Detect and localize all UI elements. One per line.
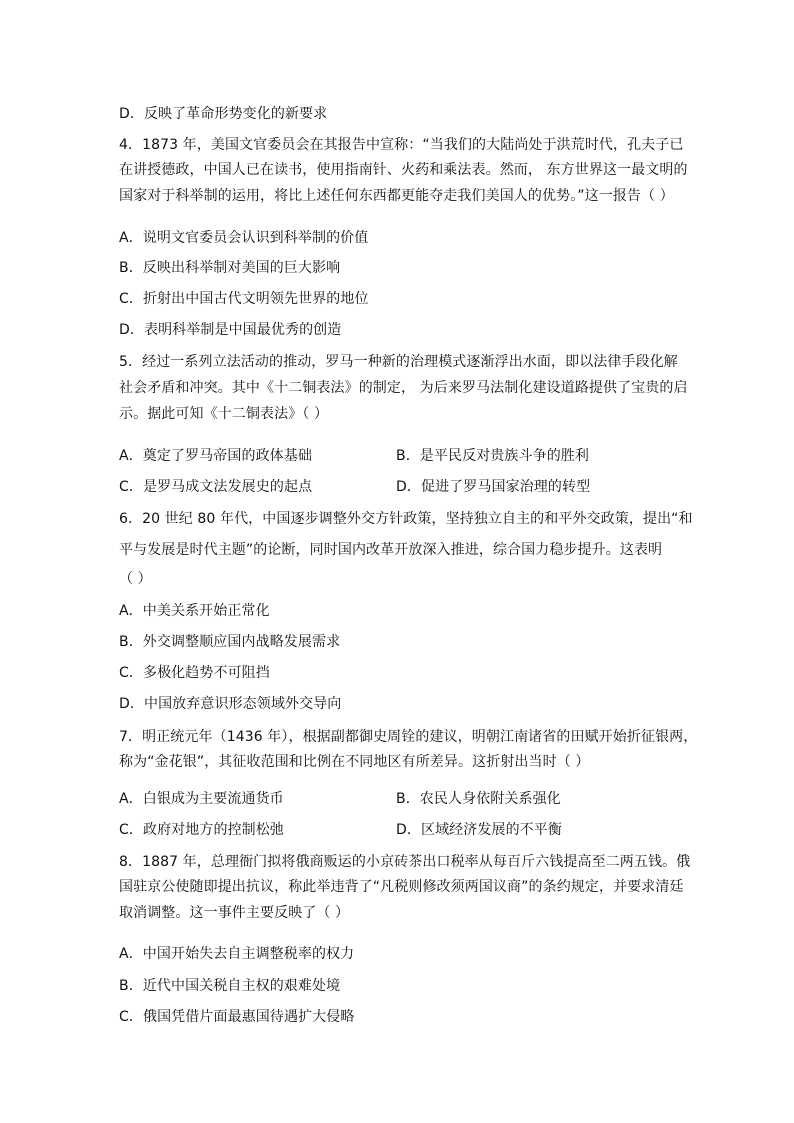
- question-5-text: 5．经过一系列立法活动的推动，罗马一种新的治理模式逐渐浮出水面，即以法律手段化解: [119, 354, 678, 370]
- option-b-q6: B．外交调整顺应国内战略发展需求: [119, 634, 341, 650]
- question-6-text: （ ）: [119, 571, 152, 587]
- question-5-text: 示。据此可知《十二铜表法》（ ）: [119, 406, 329, 422]
- option-c-q5: C．是罗马成文法发展史的起点: [119, 479, 313, 495]
- question-4-text: 国家对于科举制的运用，将比上述任何东西都更能夺走我们美国人的优势。”这一报告（ ）: [119, 188, 674, 204]
- question-6-text: 6．20 世纪 80 年代，中国逐步调整外交方针政策，坚持独立自主的和平外交政策，提出“和: [119, 511, 693, 527]
- option-c-q8: C．俄国凭借片面最惠国待遇扩大侵略: [119, 1009, 355, 1025]
- option-d-q4: D．表明科举制是中国最优秀的创造: [119, 322, 342, 338]
- question-6-text: 平与发展是时代主题”的论断，同时国内改革开放深入推进，综合国力稳步提升。这表明: [119, 542, 663, 558]
- question-7-text: 7．明正统元年（1436 年），根据副都御史周铨的建议，明朝江南诸省的田赋开始折征银两，: [119, 729, 698, 745]
- question-8-text: 8．1887 年，总理衙门拟将俄商贩运的小京砖茶出口税率从每百斤六钱提高至二两五钱。俄: [119, 854, 691, 870]
- option-d-q6: D．中国放弃意识形态领域外交导向: [119, 696, 342, 712]
- option-c-q7: C．政府对地方的控制松弛: [119, 822, 284, 838]
- option-d-q5: D．促进了罗马国家治理的转型: [396, 479, 591, 495]
- option-d-q3: D．反映了革命形势变化的新要求: [119, 106, 328, 122]
- question-5-text: 社会矛盾和冲突。其中《十二铜表法》的制定， 为后来罗马法制化建设道路提供了宝贵的启: [119, 380, 688, 396]
- option-c-q4: C．折射出中国古代文明领先世界的地位: [119, 291, 369, 307]
- option-c-q6: C．多极化趋势不可阻挡: [119, 665, 270, 681]
- option-a-q8: A．中国开始失去自主调整税率的权力: [119, 946, 355, 962]
- question-4-text: 4．1873 年，美国文官委员会在其报告中宣称：“当我们的大陆尚处于洪荒时代，孔夫子已: [119, 137, 684, 153]
- option-a-q7: A．白银成为主要流通货币: [119, 791, 284, 807]
- question-4-text: 在讲授德政，中国人已在读书，使用指南针、火药和乘法表。然而， 东方世界这一最文明的: [119, 162, 688, 178]
- question-7-text: 称为“金花银”，其征收范围和比例在不同地区有所差异。这折射出当时（ ）: [119, 754, 590, 770]
- option-b-q7: B．农民人身依附关系强化: [396, 791, 561, 807]
- option-a-q5: A．奠定了罗马帝国的政体基础: [119, 448, 312, 464]
- option-b-q5: B．是平民反对贵族斗争的胜利: [396, 448, 590, 464]
- option-b-q4: B．反映出科举制对美国的巨大影响: [119, 260, 341, 276]
- option-a-q6: A．中美关系开始正常化: [119, 603, 270, 619]
- option-a-q4: A．说明文官委员会认识到科举制的价值: [119, 230, 369, 246]
- question-8-text: 国驻京公使随即提出抗议，称此举违背了“凡税则修改须两国议商”的条约规定，并要求清廷: [119, 879, 684, 895]
- option-d-q7: D．区域经济发展的不平衡: [396, 822, 562, 838]
- question-8-text: 取消调整。这一事件主要反映了（ ）: [119, 905, 350, 921]
- option-b-q8: B．近代中国关税自主权的艰难处境: [119, 978, 341, 994]
